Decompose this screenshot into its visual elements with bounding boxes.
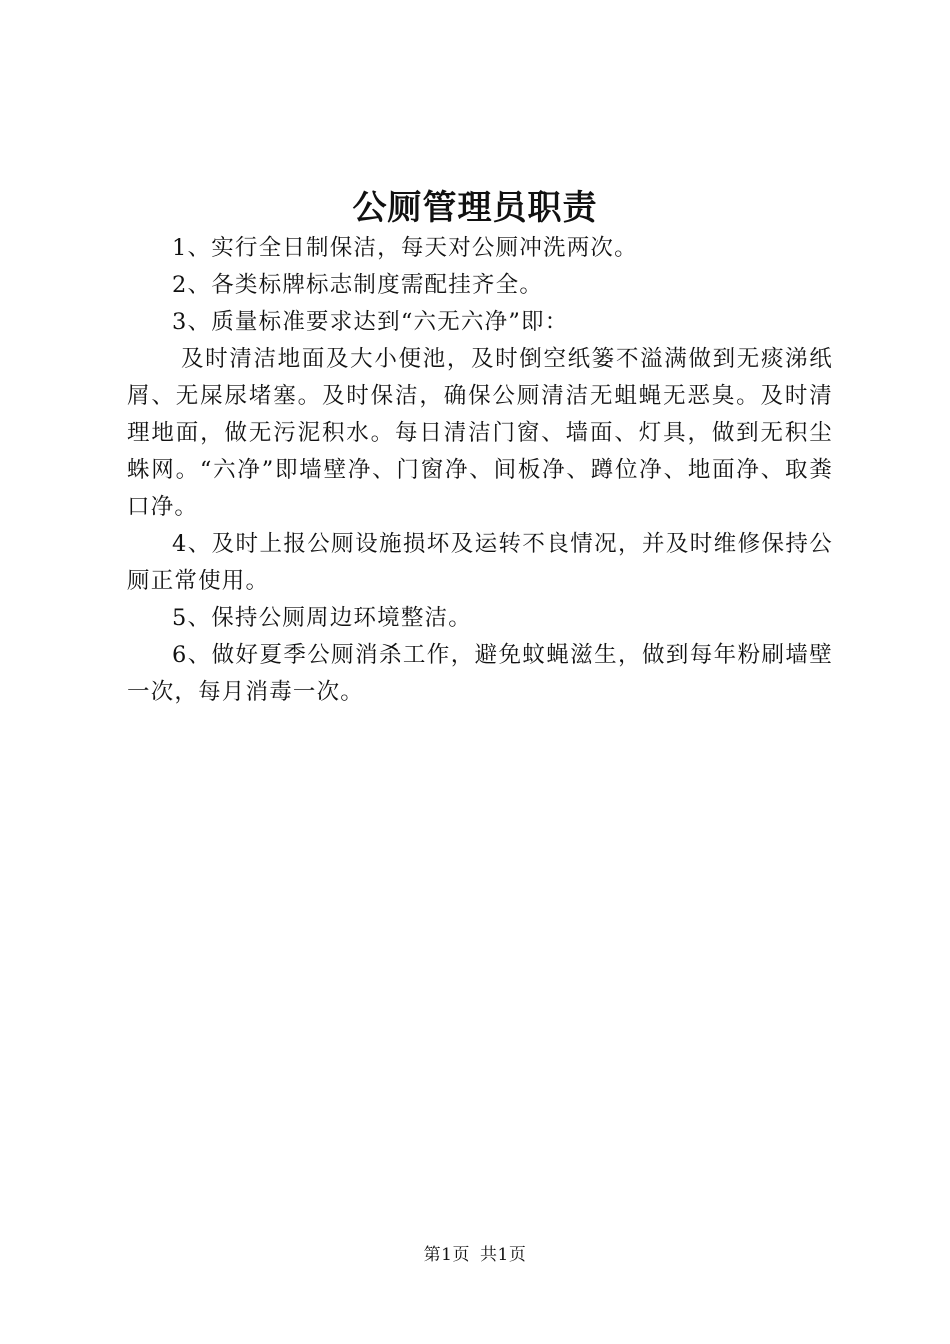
paragraph-item-6: 6、做好夏季公厕消杀工作，避免蚊蝇滋生，做到每年粉刷墙壁一次，每月消毒一次。 <box>127 642 833 705</box>
paragraph-item-3: 3、质量标准要求达到“六无六净”即： <box>172 309 569 335</box>
page-number-total: 共1页 <box>480 1245 527 1265</box>
document-title: 公厕管理员职责 <box>352 188 598 228</box>
page-footer <box>0 1244 950 1266</box>
paragraph-six-standards: 及时清洁地面及大小便池，及时倒空纸篓不溢满做到无痰涕纸屑、无屎尿堵塞。及时保洁，确保公厕清洁无蛆蝇无恶臭。及时清理地面，做无污泥积水。每日清洁门窗、墙面、灯具，做到无积尘蛛网。“六净”即墙壁净、门窗净、间板净、蹲位净、地面净、取粪口净。 <box>127 346 833 520</box>
paragraph-item-5: 5、保持公厕周边环境整洁。 <box>172 605 472 631</box>
paragraph-item-2: 2、各类标牌标志制度需配挂齐全。 <box>172 272 544 298</box>
paragraph-item-4: 4、及时上报公厕设施损坏及运转不良情况，并及时维修保持公厕正常使用。 <box>127 531 833 594</box>
page-number-current: 第1页 <box>423 1245 470 1265</box>
document-body <box>127 230 833 711</box>
paragraph-item-1: 1、实行全日制保洁，每天对公厕冲洗两次。 <box>172 235 638 261</box>
